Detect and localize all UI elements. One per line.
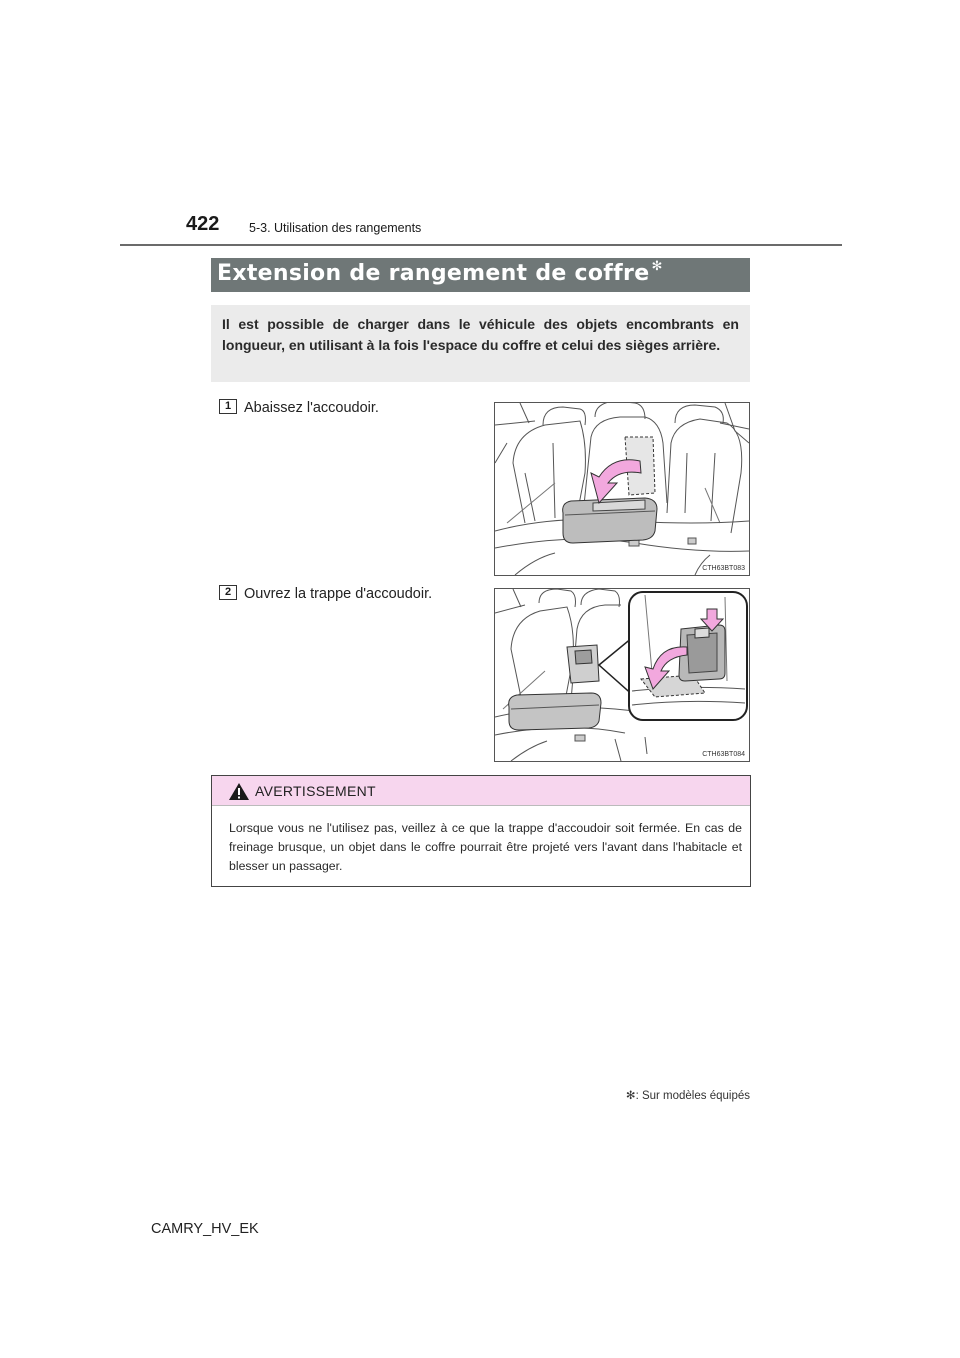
footnote	[600, 1088, 750, 1102]
warning-box	[211, 775, 751, 887]
warning-triangle-icon	[228, 782, 250, 801]
section-reference: 5-3. Utilisation des rangements	[249, 221, 422, 235]
warning-title: AVERTISSEMENT	[255, 783, 376, 799]
footnote-text: : Sur modèles équipés	[635, 1090, 750, 1102]
figure-code-1: CTH63BT083	[702, 565, 745, 572]
warning-header	[212, 776, 750, 806]
header-divider	[120, 244, 842, 246]
intro-text: Il est possible de charger dans le véhicule des objets encombrants en longueur, en utilisant à la fois l'espace du coffre et celui des sièges arrière.	[222, 316, 739, 353]
step-2-text: Ouvrez la trappe d'accoudoir.	[244, 586, 433, 602]
step-badge-1: 1	[219, 399, 237, 414]
armrest-hatch-open-illustration	[495, 589, 749, 761]
intro-box	[211, 305, 750, 382]
warning-text: Lorsque vous ne l'utilisez pas, veillez à ce que la trappe d'accoudoir soit fermée. En cas de freinage brusque, un objet dans le coffre pourrait être projeté vers l'avant dans l'habitacle et blesser un passager.	[229, 821, 742, 873]
step-1-text: Abaissez l'accoudoir.	[244, 400, 379, 416]
section-title	[211, 258, 750, 292]
section-title-text: Extension de rangement de coffre	[217, 261, 650, 286]
asterisk-icon: ✻	[651, 259, 663, 274]
seat-armrest-down-illustration	[495, 403, 749, 575]
step-badge-2: 2	[219, 585, 237, 600]
figure-open-armrest-hatch	[494, 588, 750, 762]
figure-lower-armrest	[494, 402, 750, 576]
figure-code-2: CTH63BT084	[702, 751, 745, 758]
page-number: 422	[186, 213, 220, 235]
model-code: CAMRY_HV_EK	[151, 1221, 259, 1237]
footnote-asterisk-icon: ✻	[625, 1090, 636, 1102]
